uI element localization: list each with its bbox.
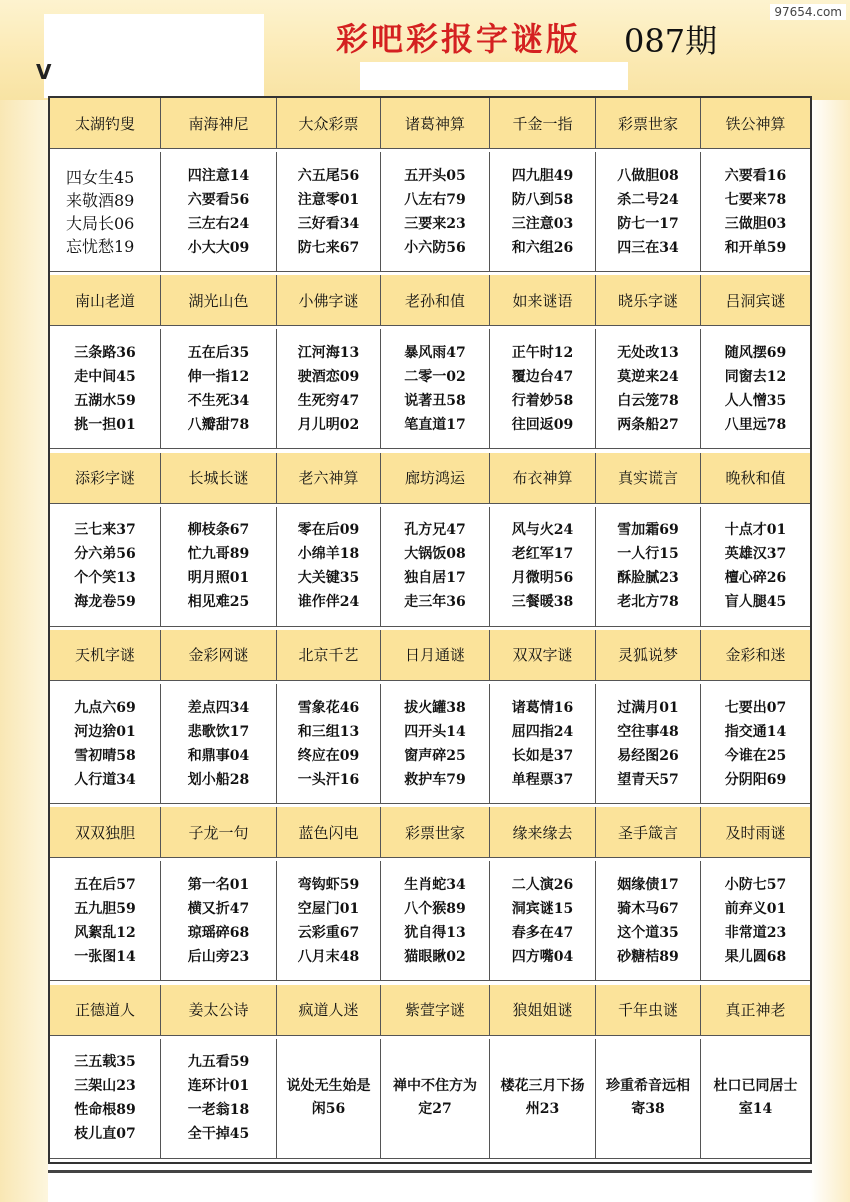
riddle-line: 驶酒恋09 xyxy=(297,368,360,385)
riddle-line: 大锅饭08 xyxy=(404,546,466,563)
riddle-line: 七要出07 xyxy=(724,699,787,716)
column-header: 晚秋和值 xyxy=(701,453,810,504)
riddle-line: 四注意14 xyxy=(187,167,250,184)
riddle-line: 暴风雨47 xyxy=(404,344,466,361)
riddle-cell xyxy=(161,684,277,804)
riddle-line: 五湖水59 xyxy=(74,392,136,409)
riddle-line: 终应在09 xyxy=(297,747,360,764)
riddle-cell xyxy=(701,507,810,627)
riddle-line: 明月照01 xyxy=(187,570,250,587)
column-header: 紫萱字谜 xyxy=(381,985,490,1036)
riddle-cell xyxy=(50,1039,161,1159)
riddle-line: 差点四34 xyxy=(187,699,250,716)
riddle-line: 个个笑13 xyxy=(74,570,136,587)
column-header: 廊坊鸿运 xyxy=(381,453,490,504)
riddle-line: 五开头05 xyxy=(404,167,466,184)
riddle-line: 小绵羊18 xyxy=(297,546,360,563)
riddle-line: 不生死34 xyxy=(187,392,250,409)
riddle-line: 独自居17 xyxy=(404,570,466,587)
column-header: 彩票世家 xyxy=(381,807,490,858)
riddle-line: 莫逆来24 xyxy=(617,368,679,385)
riddle-line: 四女生45 xyxy=(66,167,135,187)
riddle-cell xyxy=(596,1039,701,1159)
column-header: 子龙一句 xyxy=(161,807,277,858)
column-header: 如来谜语 xyxy=(490,275,596,326)
column-header: 缘来缘去 xyxy=(490,807,596,858)
riddle-line: 二零一02 xyxy=(404,368,466,385)
riddle-line: 挑一担01 xyxy=(74,416,136,433)
riddle-line: 指交通14 xyxy=(724,723,787,740)
riddle-line: 走中间45 xyxy=(74,368,136,385)
riddle-line: 雪加霜69 xyxy=(617,522,679,539)
riddle-line: 十点才01 xyxy=(724,522,787,539)
riddle-line: 六要看56 xyxy=(187,191,250,208)
riddle-line: 一老翁18 xyxy=(187,1102,250,1119)
column-header: 双双独胆 xyxy=(50,807,161,858)
column-header: 长城长谜 xyxy=(161,453,277,504)
column-header: 布衣神算 xyxy=(490,453,596,504)
riddle-line: 单程票37 xyxy=(511,771,574,788)
column-header: 老孙和值 xyxy=(381,275,490,326)
riddle-cell xyxy=(381,507,490,627)
riddle-line: 过满月01 xyxy=(617,699,679,716)
riddle-line: 六五尾56 xyxy=(297,167,360,184)
riddle-line: 零在后09 xyxy=(297,522,360,539)
riddle-line: 小防七57 xyxy=(724,876,787,893)
riddle-line: 人行道34 xyxy=(74,771,136,788)
column-header: 北京千艺 xyxy=(277,630,381,681)
riddle-line: 注意零01 xyxy=(297,191,360,208)
riddle-line: 白云笼78 xyxy=(617,392,679,409)
riddle-line: 正午时12 xyxy=(511,344,574,361)
riddle-line: 防七来67 xyxy=(297,239,360,256)
riddle-cell xyxy=(381,684,490,804)
right-decor-strip xyxy=(810,100,850,1202)
riddle-line: 往回返09 xyxy=(511,416,574,433)
riddle-line: 小六防56 xyxy=(404,239,466,256)
column-header: 南海神尼 xyxy=(161,98,277,149)
column-header: 金彩网谜 xyxy=(161,630,277,681)
riddle-line: 三注意03 xyxy=(511,215,574,232)
column-header: 及时雨谜 xyxy=(701,807,810,858)
left-decor-strip xyxy=(0,100,48,1202)
column-header: 南山老道 xyxy=(50,275,161,326)
riddle-line: 划小船28 xyxy=(187,771,250,788)
riddle-line: 非常道23 xyxy=(724,924,787,941)
column-header: 千年虫谜 xyxy=(596,985,701,1036)
riddle-line: 四三在34 xyxy=(617,239,679,256)
riddle-cell xyxy=(277,684,381,804)
riddle-line: 五在后57 xyxy=(74,876,136,893)
riddle-line: 犹自得13 xyxy=(404,924,466,941)
riddle-cell xyxy=(490,1039,596,1159)
riddle-line: 大关键35 xyxy=(297,570,360,587)
riddle-cell xyxy=(50,329,161,449)
column-header: 姜太公诗 xyxy=(161,985,277,1036)
riddle-line: 六要看16 xyxy=(724,167,787,184)
column-header: 添彩字谜 xyxy=(50,453,161,504)
column-header: 真实谎言 xyxy=(596,453,701,504)
blank-label-box xyxy=(44,14,264,98)
riddle-line: 砂糖桔89 xyxy=(617,948,679,965)
column-header: 蓝色闪电 xyxy=(277,807,381,858)
riddle-line: 今谁在25 xyxy=(724,747,787,764)
riddle-line: 三七来37 xyxy=(74,522,136,539)
issue-number: 087期 xyxy=(624,22,718,60)
riddle-line: 弯钩虾59 xyxy=(297,876,360,893)
riddle-line: 四方嘴04 xyxy=(511,948,574,965)
riddle-line: 走三年36 xyxy=(404,594,466,611)
riddle-line: 九点六69 xyxy=(74,699,136,716)
riddle-cell xyxy=(596,329,701,449)
riddle-cell xyxy=(50,152,161,272)
riddle-cell xyxy=(490,507,596,627)
riddle-line: 望青天57 xyxy=(617,771,679,788)
riddle-line: 性命根89 xyxy=(74,1102,136,1119)
riddle-line: 防八到58 xyxy=(511,191,574,208)
riddle-line: 易经图26 xyxy=(617,747,679,764)
riddle-line: 洞宾谜15 xyxy=(511,900,574,917)
column-header: 双双字谜 xyxy=(490,630,596,681)
riddle-cell xyxy=(277,507,381,627)
riddle-line: 空屋门01 xyxy=(297,900,360,917)
riddle-cell xyxy=(161,329,277,449)
riddle-line: 江河海13 xyxy=(297,344,360,361)
riddle-line: 风絮乱12 xyxy=(74,924,136,941)
riddle-line: 全干掉45 xyxy=(187,1126,250,1143)
riddle-line: 三好看34 xyxy=(297,215,360,232)
riddle-cell xyxy=(596,684,701,804)
riddle-line: 八月末48 xyxy=(297,948,360,965)
column-header: 铁公神算 xyxy=(701,98,810,149)
riddle-line: 屈四指24 xyxy=(511,723,574,740)
riddle-line: 悲歌饮17 xyxy=(187,723,250,740)
riddle-cell xyxy=(161,152,277,272)
column-header: 正德道人 xyxy=(50,985,161,1036)
riddle-line: 三条路36 xyxy=(74,344,136,361)
site-watermark: 97654.com xyxy=(770,4,846,20)
riddle-line: 防七一17 xyxy=(617,215,679,232)
riddle-line: 孔方兄47 xyxy=(404,522,466,539)
riddle-line: 三做胆03 xyxy=(724,215,787,232)
riddle-cell xyxy=(596,152,701,272)
riddle-line: 檀心碎26 xyxy=(724,570,787,587)
column-header: 千金一指 xyxy=(490,98,596,149)
riddle-line: 随风摆69 xyxy=(724,344,787,361)
riddle-line: 八瓣甜78 xyxy=(187,416,250,433)
riddle-line: 分阴阳69 xyxy=(724,771,787,788)
bottom-rule xyxy=(48,1170,812,1173)
riddle-cell xyxy=(596,861,701,981)
riddle-line: 月儿明02 xyxy=(297,416,360,433)
riddle-line: 拔火罐38 xyxy=(404,699,466,716)
riddle-line: 河边猞01 xyxy=(74,723,136,740)
riddle-line: 说著丑58 xyxy=(404,392,466,409)
riddle-line: 三左右24 xyxy=(187,215,250,232)
riddle-line: 二人演26 xyxy=(511,876,574,893)
riddle-line: 诸葛情16 xyxy=(511,699,574,716)
riddle-line: 姻缘债17 xyxy=(617,876,679,893)
riddle-line: 横又折47 xyxy=(187,900,250,917)
page-title: 彩吧彩报字谜版 xyxy=(336,20,582,58)
riddle-line: 来敬酒89 xyxy=(66,190,135,210)
riddle-line: 伸一指12 xyxy=(187,368,250,385)
riddle-line: 柳枝条67 xyxy=(187,522,250,539)
riddle-line: 无处改13 xyxy=(617,344,679,361)
riddle-line: 酥脸腻23 xyxy=(617,570,679,587)
riddle-line: 一头汗16 xyxy=(297,771,360,788)
column-header: 狼姐姐谜 xyxy=(490,985,596,1036)
riddle-cell xyxy=(381,329,490,449)
riddle-line: 春多在47 xyxy=(511,924,574,941)
riddle-line: 三架山23 xyxy=(74,1078,136,1095)
riddle-line: 果儿圆68 xyxy=(724,948,787,965)
riddle-cell xyxy=(490,684,596,804)
riddle-line: 行着妙58 xyxy=(511,392,574,409)
riddle-line: 长如是37 xyxy=(511,747,574,764)
riddle-cell xyxy=(490,329,596,449)
column-header: 吕洞宾谜 xyxy=(701,275,810,326)
riddle-line: 相见难25 xyxy=(187,594,250,611)
column-header: 圣手箴言 xyxy=(596,807,701,858)
riddle-line: 这个道35 xyxy=(617,924,679,941)
riddle-line: 救护车79 xyxy=(404,771,466,788)
riddle-line: 老红军17 xyxy=(511,546,574,563)
blank-subtitle-box xyxy=(360,62,628,90)
riddle-line: 人人憎35 xyxy=(724,392,787,409)
riddle-line: 枝儿直07 xyxy=(74,1126,136,1143)
riddle-line: 后山旁23 xyxy=(187,948,250,965)
column-header: 小佛字谜 xyxy=(277,275,381,326)
riddle-cell xyxy=(161,861,277,981)
riddle-line: 珍重希音远相寄38 xyxy=(606,1078,690,1118)
riddle-cell xyxy=(277,861,381,981)
riddle-cell xyxy=(490,152,596,272)
riddle-line: 覆边台47 xyxy=(511,368,574,385)
column-header: 太湖钓叟 xyxy=(50,98,161,149)
riddle-line: 猫眼瞅02 xyxy=(404,948,466,965)
riddle-line: 同窗去12 xyxy=(724,368,787,385)
riddle-line: 和六组26 xyxy=(511,239,574,256)
riddle-line: 生死穷47 xyxy=(297,392,360,409)
riddle-cell xyxy=(701,1039,810,1159)
column-header: 老六神算 xyxy=(277,453,381,504)
column-header: 晓乐字谜 xyxy=(596,275,701,326)
column-header: 湖光山色 xyxy=(161,275,277,326)
riddle-line: 楼花三月下扬州23 xyxy=(500,1078,585,1118)
riddle-line: 八里远78 xyxy=(724,416,787,433)
riddle-line: 云彩重67 xyxy=(297,924,360,941)
riddle-cell xyxy=(381,861,490,981)
riddle-line: 骑木马67 xyxy=(617,900,679,917)
riddle-line: 琼瑶碎68 xyxy=(187,924,250,941)
riddle-line: 笔直道17 xyxy=(404,416,466,433)
riddle-cell xyxy=(50,507,161,627)
riddle-cell xyxy=(701,684,810,804)
column-header: 金彩和迷 xyxy=(701,630,810,681)
riddle-line: 四九胆49 xyxy=(511,167,574,184)
column-header: 天机字谜 xyxy=(50,630,161,681)
riddle-line: 第一名01 xyxy=(187,876,250,893)
riddle-line: 生肖蛇34 xyxy=(404,876,466,893)
riddle-line: 八个猴89 xyxy=(404,900,466,917)
riddle-line: 忘忧愁19 xyxy=(66,236,135,256)
riddle-line: 五在后35 xyxy=(187,344,250,361)
riddle-line: 前弃义01 xyxy=(724,900,787,917)
riddle-cell xyxy=(161,507,277,627)
riddle-line: 雪象花46 xyxy=(297,699,360,716)
riddle-cell xyxy=(50,861,161,981)
riddle-line: 谁作伴24 xyxy=(297,594,360,611)
riddle-cell xyxy=(701,152,810,272)
riddle-line: 一张图14 xyxy=(74,948,136,965)
column-header: 大众彩票 xyxy=(277,98,381,149)
riddle-cell xyxy=(277,329,381,449)
riddle-cell xyxy=(161,1039,277,1159)
riddle-line: 八做胆08 xyxy=(617,167,679,184)
riddle-line: 小大大09 xyxy=(187,239,250,256)
riddle-line: 和三组13 xyxy=(297,723,360,740)
riddle-line: 风与火24 xyxy=(511,522,574,539)
riddle-line: 禅中不住方为定27 xyxy=(393,1078,477,1118)
riddle-line: 一人行15 xyxy=(617,546,679,563)
column-header: 真正神老 xyxy=(701,985,810,1036)
riddle-line: 说处无生始是闲56 xyxy=(286,1078,371,1118)
riddle-line: 海龙卷59 xyxy=(74,594,136,611)
riddle-line: 分六弟56 xyxy=(74,546,136,563)
riddle-line: 忙九哥89 xyxy=(187,546,250,563)
riddle-line: 八左右79 xyxy=(404,191,466,208)
riddle-board xyxy=(48,96,812,1164)
riddle-cell xyxy=(277,1039,381,1159)
riddle-line: 杜口已同居士室14 xyxy=(713,1078,798,1118)
column-header: 灵狐说梦 xyxy=(596,630,701,681)
riddle-cell xyxy=(490,861,596,981)
riddle-line: 大局长06 xyxy=(66,213,135,233)
riddle-line: 雪初晴58 xyxy=(74,747,136,764)
riddle-line: 和开单59 xyxy=(724,239,787,256)
riddle-cell xyxy=(596,507,701,627)
riddle-line: 三要来23 xyxy=(404,215,466,232)
riddle-line: 三餐暖38 xyxy=(511,594,574,611)
riddle-line: 盲人腿45 xyxy=(724,594,787,611)
column-header: 彩票世家 xyxy=(596,98,701,149)
riddle-line: 两条船27 xyxy=(617,416,679,433)
column-header: 疯道人迷 xyxy=(277,985,381,1036)
riddle-cell xyxy=(701,329,810,449)
riddle-cell xyxy=(50,684,161,804)
riddle-line: 空往事48 xyxy=(617,723,679,740)
riddle-line: 四开头14 xyxy=(404,723,466,740)
corner-mark: V xyxy=(36,60,52,84)
riddle-line: 杀二号24 xyxy=(617,191,679,208)
riddle-cell xyxy=(381,1039,490,1159)
riddle-line: 和鼎事04 xyxy=(187,747,250,764)
riddle-line: 连环计01 xyxy=(187,1078,250,1095)
riddle-line: 英雄汉37 xyxy=(724,546,787,563)
riddle-cell xyxy=(701,861,810,981)
column-header: 日月通谜 xyxy=(381,630,490,681)
riddle-line: 三五载35 xyxy=(74,1054,136,1071)
riddle-line: 七要来78 xyxy=(724,191,787,208)
column-header: 诸葛神算 xyxy=(381,98,490,149)
riddle-cell xyxy=(381,152,490,272)
riddle-cell xyxy=(277,152,381,272)
riddle-line: 老北方78 xyxy=(617,594,679,611)
riddle-line: 五九胆59 xyxy=(74,900,136,917)
riddle-line: 九五看59 xyxy=(187,1054,250,1071)
riddle-line: 窗声碎25 xyxy=(404,747,466,764)
riddle-line: 月微明56 xyxy=(511,570,574,587)
